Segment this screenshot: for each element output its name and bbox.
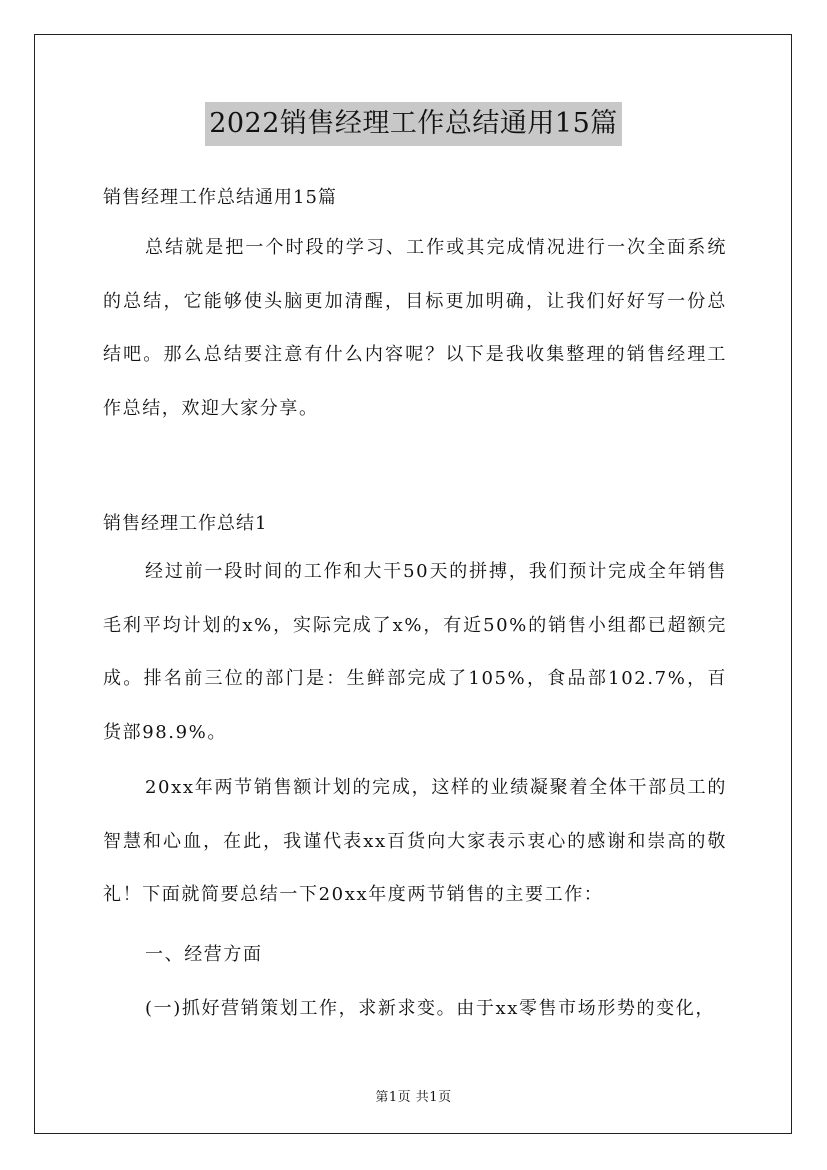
document-title: 2022销售经理工作总结通用15篇 [205, 102, 622, 146]
intro-paragraph: 总结就是把一个时段的学习、工作或其完成情况进行一次全面系统的总结，它能够使头脑更加清醒，目标更加明确，让我们好好写一份总结吧。那么总结要注意有什么内容呢？以下是我收集整理的销售经理工作总结，欢迎大家分享。 [103, 237, 727, 419]
body-paragraph-1: 经过前一段时间的工作和大干50天的拼搏，我们预计完成全年销售毛利平均计划的x%，实际完成了x%，有近50%的销售小组都已超额完成。排名前三位的部门是：生鲜部完成了105%，食品部102.7%，百货部98.9%。 [103, 561, 727, 743]
list-heading-1: 一、经营方面 [145, 944, 263, 965]
document-subtitle: 销售经理工作总结通用15篇 [103, 187, 337, 208]
section-heading: 销售经理工作总结1 [103, 513, 268, 534]
list-item-1: (一)抓好营销策划工作，求新求变。由于xx零售市场形势的变化， [145, 998, 715, 1019]
body-paragraph-2: 20xx年两节销售额计划的完成，这样的业绩凝聚着全体干部员工的智慧和心血，在此，我谨代表xx百货向大家表示衷心的感谢和崇高的敬礼！下面就简要总结一下20xx年度两节销售的主要工作： [103, 777, 727, 905]
page-footer: 第1页 共1页 [375, 1090, 452, 1105]
title-container [0, 102, 827, 146]
